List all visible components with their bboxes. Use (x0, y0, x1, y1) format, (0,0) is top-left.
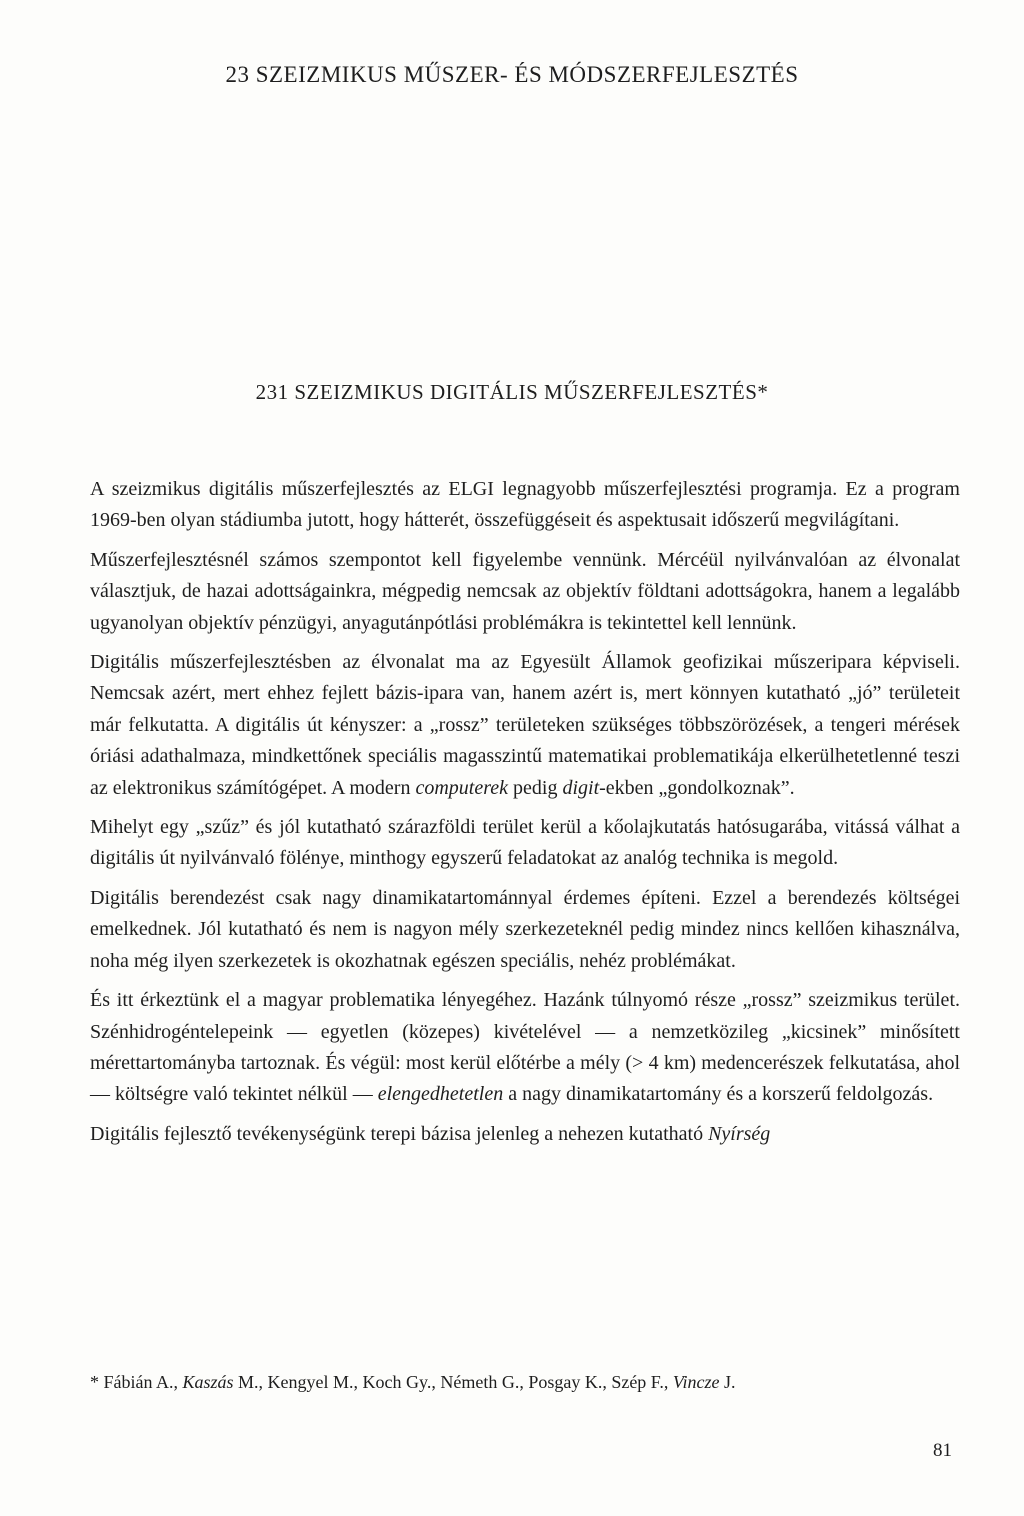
text-run: Digitális műszerfejlesztésben az élvonalat ma az Egyesült Államok geofizikai műszeripara képviseli. Nemcsak azért, mert ehhez fejlett bázis-ipara van, hanem azért is, mert könnyen kutatható „jó” területeit már felkutatta. A digitális út kényszer: a „rossz” területeken szükséges többszörözések, a tengeri mérések óriási adathalmaza, mindkettőnek speciális magasszintű matematikai problematikája elkerülhetetlenné teszi az elektronikus számítógépet. A modern (90, 651, 960, 799)
text-run: pedig (508, 776, 563, 799)
italic-run: digit (562, 776, 600, 799)
italic-run: Vincze (672, 1372, 720, 1392)
page-number: 81 (933, 1440, 952, 1461)
chapter-title: 23 SZEIZMIKUS MŰSZER- ÉS MÓDSZERFEJLESZTÉS (225, 62, 799, 87)
paragraph-1: A szeizmikus digitális műszerfejlesztés az ELGI legnagyobb műszerfejlesztési programja. Ez a program 1969-ben olyan stádiumba jutott, hogy hátterét, összefüggéseit és aspektusait időszerű megvilágítani. (90, 478, 960, 532)
text-run: -ekben „gondolkoznak”. (599, 776, 795, 799)
text-run: J. (719, 1372, 736, 1392)
text-run: És itt érkeztünk el a magyar problematika lényegéhez. Hazánk túlnyomó része „rossz” szeizmikus terület. Szénhidrogéntelepeink — egyetlen (közepes) kivételével — a nemzetközileg „kicsinek” minősített mérettartományba tartoznak. És végül: most kerül előtérbe a mély (> 4 km) medencerészek felkutatása, ahol — költségre való tekintet nélkül — (90, 989, 960, 1106)
body-text (90, 474, 960, 1158)
italic-run: Nyírség (708, 1122, 771, 1145)
paragraph-6 (90, 985, 960, 1111)
footnote (90, 1372, 960, 1393)
section-title: 231 SZEIZMIKUS DIGITÁLIS MŰSZERFEJLESZTÉS* (255, 380, 769, 404)
italic-run: Kaszás (182, 1372, 234, 1392)
text-run: Digitális fejlesztő tevékenységünk terepi bázisa jelenleg a nehezen kutatható (90, 1122, 709, 1145)
paragraph-3 (90, 647, 960, 804)
italic-run: elengedhetetlen (377, 1083, 504, 1106)
italic-run: computerek (415, 776, 509, 799)
text-run: M., Kengyel M., Koch Gy., Németh G., Posgay K., Szép F., (233, 1372, 673, 1392)
text-run: * Fábián A., (90, 1372, 183, 1392)
paragraph-5: Digitális berendezést csak nagy dinamikatartománnyal érdemes építeni. Ezzel a berendezés költségei emelkednek. Jól kutatható és nem is nagyon mély szerkezeteknél pedig mindez nincs kellően kihasználva, noha még ilyen szerkezetek is okozhatnak egészen speciális, nehéz problémákat. (90, 886, 960, 972)
text-run: a nagy dinamikatartomány és a korszerű feldolgozás. (503, 1083, 934, 1106)
paragraph-2: Műszerfejlesztésnél számos szempontot kell figyelembe vennünk. Mércéül nyilvánvalóan az élvonalat választjuk, de hazai adottságainkra, mégpedig nemcsak az objektív földtani adottságokra, hanem a legalább ugyanolyan objektív pénzügyi, anyagutánpótlási problémákra is tekintettel kell lennünk. (90, 548, 960, 634)
paragraph-7 (90, 1119, 960, 1150)
paragraph-4: Mihelyt egy „szűz” és jól kutatható szárazföldi terület kerül a kőolajkutatás hatósugarába, vitássá válhat a digitális út nyilvánvaló fölénye, minthogy egyszerű feladatokat az analóg technika is megold. (90, 816, 960, 870)
